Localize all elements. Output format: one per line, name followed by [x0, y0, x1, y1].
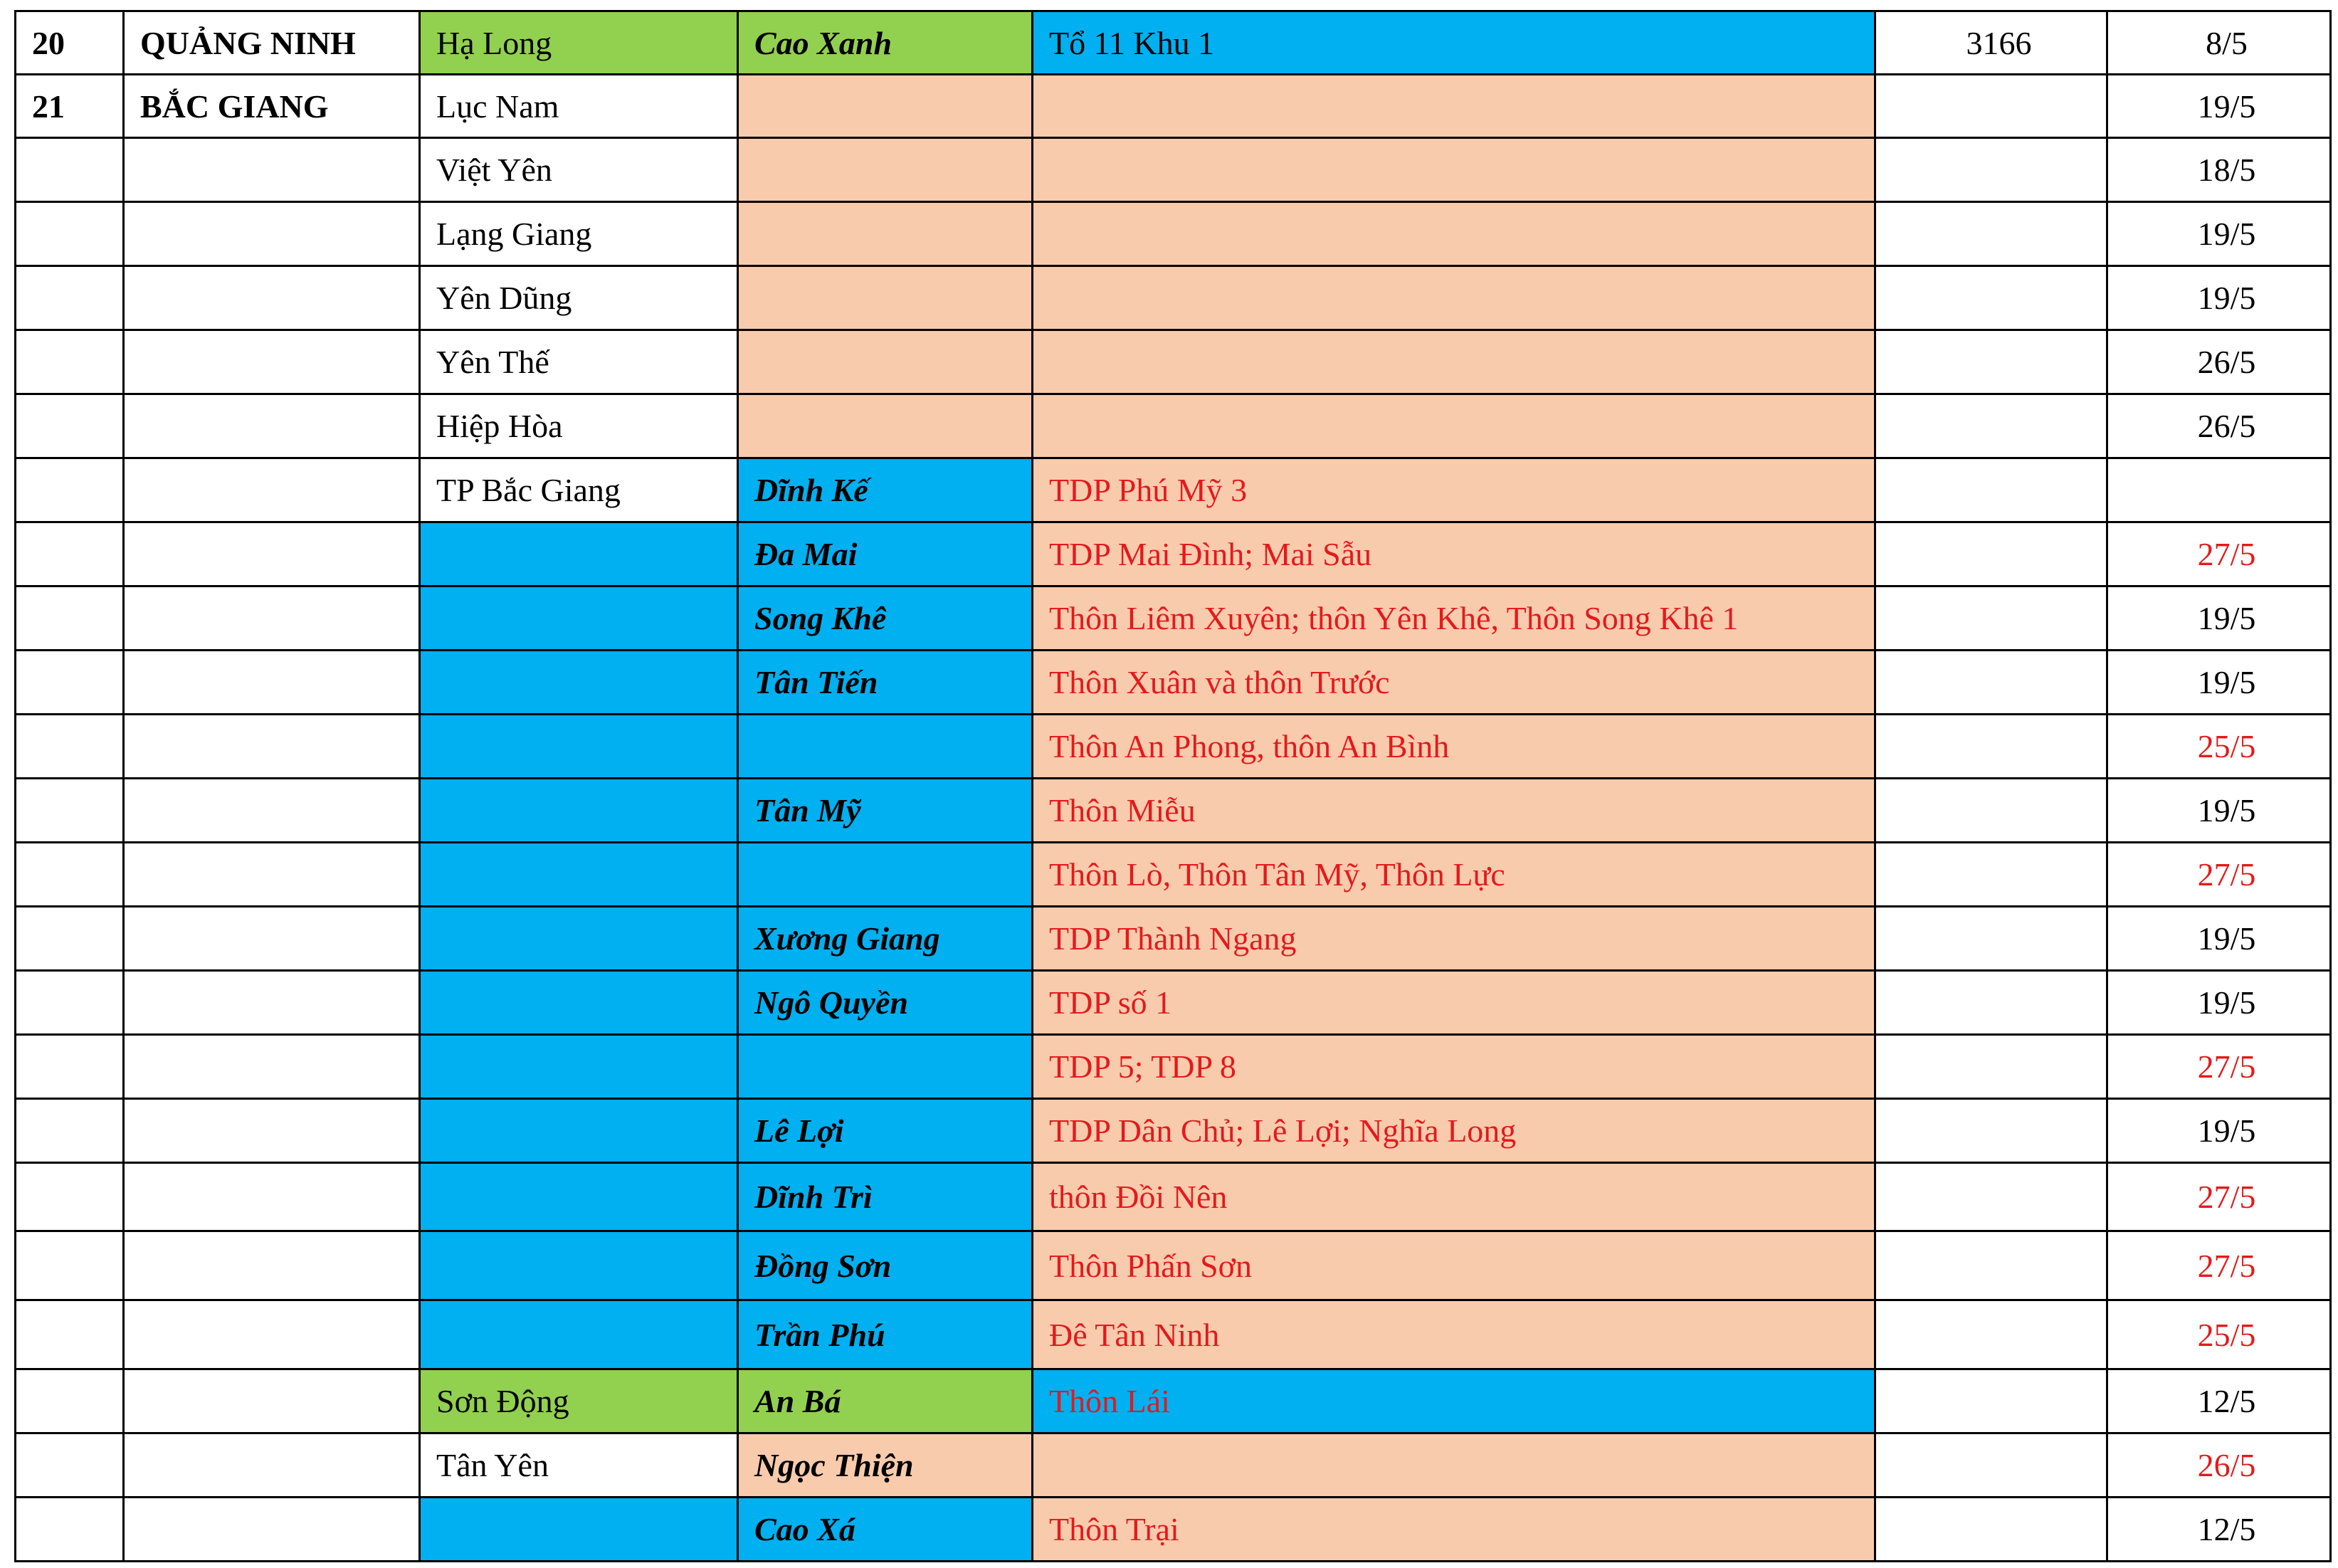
date-cell: 25/5 — [2107, 715, 2331, 779]
date-cell: 25/5 — [2107, 1300, 2331, 1369]
area-cell: TDP 5; TDP 8 — [1033, 1035, 1875, 1099]
row-number-cell — [16, 266, 124, 330]
row-number-cell — [16, 394, 124, 458]
district-cell — [420, 586, 738, 651]
date-cell: 27/5 — [2107, 522, 2331, 586]
outbreak-table — [14, 10, 2332, 1562]
date-cell: 19/5 — [2107, 779, 2331, 843]
date-cell: 19/5 — [2107, 266, 2331, 330]
date-cell: 27/5 — [2107, 1035, 2331, 1099]
area-cell — [1033, 202, 1875, 266]
table-row — [16, 202, 2331, 266]
district-cell — [420, 1099, 738, 1163]
ward-cell: An Bá — [738, 1369, 1033, 1433]
row-number-cell — [16, 1163, 124, 1231]
code-cell — [1875, 1300, 2107, 1369]
date-cell: 18/5 — [2107, 138, 2331, 202]
table-row — [16, 1035, 2331, 1099]
code-cell — [1875, 843, 2107, 907]
date-cell: 26/5 — [2107, 330, 2331, 394]
province-cell — [124, 1498, 420, 1562]
table-row — [16, 715, 2331, 779]
area-cell: Thôn Phấn Sơn — [1033, 1231, 1875, 1300]
ward-cell: Cao Xanh — [738, 11, 1033, 75]
area-cell: TDP Dân Chủ; Lê Lợi; Nghĩa Long — [1033, 1099, 1875, 1163]
ward-cell — [738, 1035, 1033, 1099]
code-cell — [1875, 1231, 2107, 1300]
row-number-cell — [16, 1035, 124, 1099]
district-cell: Việt Yên — [420, 138, 738, 202]
province-cell: QUẢNG NINH — [124, 11, 420, 75]
code-cell — [1875, 586, 2107, 651]
table-row — [16, 1369, 2331, 1433]
date-cell: 19/5 — [2107, 1099, 2331, 1163]
code-cell: 3166 — [1875, 11, 2107, 75]
province-cell — [124, 394, 420, 458]
row-number-cell — [16, 1300, 124, 1369]
table-row — [16, 75, 2331, 138]
ward-cell: Xương Giang — [738, 907, 1033, 971]
table-row — [16, 843, 2331, 907]
ward-cell: Dĩnh Kế — [738, 458, 1033, 522]
row-number-cell — [16, 1498, 124, 1562]
date-cell: 12/5 — [2107, 1498, 2331, 1562]
province-cell — [124, 651, 420, 715]
area-cell — [1033, 1433, 1875, 1498]
province-cell — [124, 971, 420, 1035]
row-number-cell — [16, 715, 124, 779]
date-cell: 27/5 — [2107, 1231, 2331, 1300]
ward-cell — [738, 266, 1033, 330]
province-cell — [124, 715, 420, 779]
area-cell: Đê Tân Ninh — [1033, 1300, 1875, 1369]
date-cell: 27/5 — [2107, 1163, 2331, 1231]
date-cell: 19/5 — [2107, 586, 2331, 651]
code-cell — [1875, 715, 2107, 779]
date-cell: 19/5 — [2107, 907, 2331, 971]
district-cell — [420, 779, 738, 843]
date-cell: 26/5 — [2107, 394, 2331, 458]
district-cell: Yên Thế — [420, 330, 738, 394]
district-cell: Lục Nam — [420, 75, 738, 138]
code-cell — [1875, 266, 2107, 330]
area-cell: TDP Phú Mỹ 3 — [1033, 458, 1875, 522]
code-cell — [1875, 1369, 2107, 1433]
province-cell — [124, 907, 420, 971]
ward-cell — [738, 843, 1033, 907]
row-number-cell: 21 — [16, 75, 124, 138]
district-cell: Sơn Động — [420, 1369, 738, 1433]
district-cell — [420, 1163, 738, 1231]
province-cell — [124, 266, 420, 330]
date-cell: 19/5 — [2107, 971, 2331, 1035]
table-row — [16, 1498, 2331, 1562]
district-cell: TP Bắc Giang — [420, 458, 738, 522]
row-number-cell — [16, 1231, 124, 1300]
area-cell: Thôn Lò, Thôn Tân Mỹ, Thôn Lực — [1033, 843, 1875, 907]
row-number-cell — [16, 1099, 124, 1163]
table-row — [16, 138, 2331, 202]
area-cell — [1033, 394, 1875, 458]
row-number-cell — [16, 843, 124, 907]
ward-cell — [738, 394, 1033, 458]
table-row — [16, 266, 2331, 330]
province-cell — [124, 1099, 420, 1163]
province-cell — [124, 1163, 420, 1231]
table-row — [16, 522, 2331, 586]
district-cell — [420, 843, 738, 907]
area-cell — [1033, 266, 1875, 330]
ward-cell: Ngọc Thiện — [738, 1433, 1033, 1498]
row-number-cell — [16, 651, 124, 715]
code-cell — [1875, 330, 2107, 394]
code-cell — [1875, 1498, 2107, 1562]
code-cell — [1875, 138, 2107, 202]
ward-cell — [738, 138, 1033, 202]
code-cell — [1875, 907, 2107, 971]
table-row — [16, 394, 2331, 458]
ward-cell — [738, 330, 1033, 394]
table-row — [16, 1231, 2331, 1300]
row-number-cell — [16, 779, 124, 843]
code-cell — [1875, 779, 2107, 843]
table-row — [16, 1300, 2331, 1369]
province-cell — [124, 1231, 420, 1300]
district-cell — [420, 1035, 738, 1099]
code-cell — [1875, 1163, 2107, 1231]
ward-cell: Tân Tiến — [738, 651, 1033, 715]
date-cell: 19/5 — [2107, 202, 2331, 266]
province-cell — [124, 138, 420, 202]
code-cell — [1875, 1433, 2107, 1498]
area-cell — [1033, 138, 1875, 202]
row-number-cell — [16, 907, 124, 971]
code-cell — [1875, 1035, 2107, 1099]
ward-cell: Song Khê — [738, 586, 1033, 651]
province-cell — [124, 522, 420, 586]
district-cell: Yên Dũng — [420, 266, 738, 330]
district-cell — [420, 1300, 738, 1369]
district-cell — [420, 651, 738, 715]
district-cell — [420, 1498, 738, 1562]
district-cell: Hiệp Hòa — [420, 394, 738, 458]
area-cell: TDP Thành Ngang — [1033, 907, 1875, 971]
row-number-cell: 20 — [16, 11, 124, 75]
table-row — [16, 1099, 2331, 1163]
date-cell: 27/5 — [2107, 843, 2331, 907]
date-cell: 8/5 — [2107, 11, 2331, 75]
ward-cell — [738, 75, 1033, 138]
province-cell — [124, 1369, 420, 1433]
area-cell — [1033, 330, 1875, 394]
province-cell: BẮC GIANG — [124, 75, 420, 138]
area-cell: Thôn Lái — [1033, 1369, 1875, 1433]
code-cell — [1875, 458, 2107, 522]
table-row — [16, 779, 2331, 843]
row-number-cell — [16, 330, 124, 394]
area-cell: Thôn Trại — [1033, 1498, 1875, 1562]
date-cell: 12/5 — [2107, 1369, 2331, 1433]
table-body — [16, 11, 2331, 1562]
table-row — [16, 458, 2331, 522]
area-cell: Thôn Xuân và thôn Trước — [1033, 651, 1875, 715]
area-cell: Thôn An Phong, thôn An Bình — [1033, 715, 1875, 779]
province-cell — [124, 1300, 420, 1369]
ward-cell: Trần Phú — [738, 1300, 1033, 1369]
code-cell — [1875, 75, 2107, 138]
ward-cell — [738, 715, 1033, 779]
ward-cell: Đa Mai — [738, 522, 1033, 586]
area-cell: thôn Đồi Nên — [1033, 1163, 1875, 1231]
table-row — [16, 586, 2331, 651]
code-cell — [1875, 651, 2107, 715]
area-cell: Thôn Liêm Xuyên; thôn Yên Khê, Thôn Song Khê 1 — [1033, 586, 1875, 651]
date-cell: 26/5 — [2107, 1433, 2331, 1498]
code-cell — [1875, 522, 2107, 586]
district-cell: Lạng Giang — [420, 202, 738, 266]
district-cell — [420, 1231, 738, 1300]
ward-cell: Ngô Quyền — [738, 971, 1033, 1035]
area-cell: TDP số 1 — [1033, 971, 1875, 1035]
row-number-cell — [16, 1433, 124, 1498]
district-cell — [420, 907, 738, 971]
table-row — [16, 907, 2331, 971]
code-cell — [1875, 1099, 2107, 1163]
ward-cell: Lê Lợi — [738, 1099, 1033, 1163]
ward-cell: Đồng Sơn — [738, 1231, 1033, 1300]
row-number-cell — [16, 586, 124, 651]
area-cell: Thôn Miễu — [1033, 779, 1875, 843]
table-row — [16, 1433, 2331, 1498]
province-cell — [124, 458, 420, 522]
province-cell — [124, 586, 420, 651]
table-row — [16, 11, 2331, 75]
table-row — [16, 651, 2331, 715]
district-cell — [420, 522, 738, 586]
province-cell — [124, 843, 420, 907]
ward-cell: Dĩnh Trì — [738, 1163, 1033, 1231]
code-cell — [1875, 394, 2107, 458]
table-row — [16, 330, 2331, 394]
area-cell: TDP Mai Đình; Mai Sẫu — [1033, 522, 1875, 586]
row-number-cell — [16, 202, 124, 266]
ward-cell — [738, 202, 1033, 266]
date-cell: 19/5 — [2107, 651, 2331, 715]
row-number-cell — [16, 458, 124, 522]
province-cell — [124, 202, 420, 266]
date-cell — [2107, 458, 2331, 522]
row-number-cell — [16, 971, 124, 1035]
district-cell — [420, 715, 738, 779]
code-cell — [1875, 202, 2107, 266]
row-number-cell — [16, 1369, 124, 1433]
ward-cell: Cao Xá — [738, 1498, 1033, 1562]
province-cell — [124, 1433, 420, 1498]
table-row — [16, 971, 2331, 1035]
ward-cell: Tân Mỹ — [738, 779, 1033, 843]
area-cell — [1033, 75, 1875, 138]
code-cell — [1875, 971, 2107, 1035]
district-cell — [420, 971, 738, 1035]
district-cell: Tân Yên — [420, 1433, 738, 1498]
date-cell: 19/5 — [2107, 75, 2331, 138]
area-cell: Tổ 11 Khu 1 — [1033, 11, 1875, 75]
province-cell — [124, 330, 420, 394]
row-number-cell — [16, 138, 124, 202]
province-cell — [124, 1035, 420, 1099]
district-cell: Hạ Long — [420, 11, 738, 75]
row-number-cell — [16, 522, 124, 586]
province-cell — [124, 779, 420, 843]
table-row — [16, 1163, 2331, 1231]
